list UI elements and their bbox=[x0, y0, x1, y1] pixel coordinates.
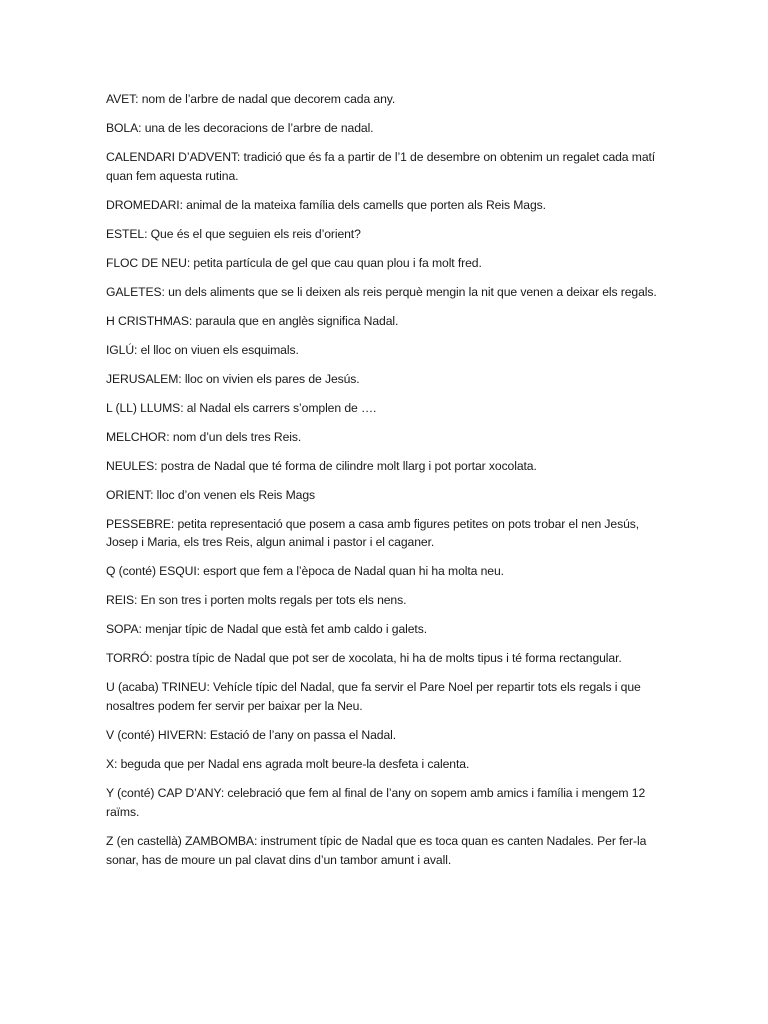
glossary-entry: TORRÓ: postra típic de Nadal que pot ser de xocolata, hi ha de molts tipus i té forma rectangular. bbox=[106, 651, 622, 666]
glossary-entry: AVET: nom de l’arbre de nadal que decorem cada any. bbox=[106, 92, 396, 106]
glossary-entry: BOLA: una de les decoracions de l’arbre de nadal. bbox=[106, 120, 374, 135]
glossary-entry: SOPA: menjar típic de Nadal que està fet amb caldo i galets. bbox=[106, 622, 427, 637]
glossary-entry: ESTEL: Que és el que seguien els reis d’orient? bbox=[106, 226, 361, 241]
glossary-entry: CALENDARI D’ADVENT: tradició que és fa a partir de l’1 de desembre on obtenim un regalet cada matí quan fem aquesta rutina. bbox=[106, 149, 656, 183]
glossary-entry: Q (conté) ESQUI: esport que fem a l’època de Nadal quan hi ha molta neu. bbox=[106, 564, 504, 579]
glossary-entry: REIS: En son tres i porten molts regals per tots els nens. bbox=[106, 593, 407, 608]
glossary-entry: H CRISTHMAS: paraula que en anglès significa Nadal. bbox=[106, 313, 399, 328]
glossary-entry: JERUSALEM: lloc on vivien els pares de Jesús. bbox=[106, 371, 360, 386]
glossary-entry: GALETES: un dels aliments que se li deixen als reis perquè mengin la nit que venen a deixar els regals. bbox=[106, 284, 657, 299]
glossary-entry: FLOC DE NEU: petita partícula de gel que cau quan plou i fa molt fred. bbox=[106, 255, 482, 270]
glossary-entry: U (acaba) TRINEU: Vehícle típic del Nadal, que fa servir el Pare Noel per repartir tots els regals i que nosaltres podem fer servir per baixar per la Neu. bbox=[106, 680, 641, 714]
glossary-entry: PESSEBRE: petita representació que posem a casa amb figures petites on pots trobar el nen Jesús, Josep i Maria, els tres Reis, algun animal i pastor i el caganer. bbox=[106, 516, 640, 550]
glossary-entry: NEULES: postra de Nadal que té forma de cilindre molt llarg i pot portar xocolata. bbox=[106, 458, 537, 473]
glossary-entry: X: beguda que per Nadal ens agrada molt beure-la desfeta i calenta. bbox=[106, 757, 470, 772]
glossary-entry: V (conté) HIVERN: Estació de l’any on passa el Nadal. bbox=[106, 728, 397, 743]
glossary-entry: MELCHOR: nom d’un dels tres Reis. bbox=[106, 429, 302, 444]
glossary-entry: L (LL) LLUMS: al Nadal els carrers s’omplen de …. bbox=[106, 400, 377, 415]
glossary-entry: IGLÚ: el lloc on viuen els esquimals. bbox=[106, 342, 299, 357]
glossary-entry: ORIENT: lloc d’on venen els Reis Mags bbox=[106, 487, 315, 502]
glossary-entry: DROMEDARI: animal de la mateixa família dels camells que porten als Reis Mags. bbox=[106, 197, 546, 212]
glossary-entry: Y (conté) CAP D’ANY: celebració que fem al final de l’any on sopem amb amics i família i mengem 12 raïms. bbox=[106, 786, 646, 819]
document-page bbox=[106, 90, 666, 880]
glossary-entry: Z (en castellà) ZAMBOMBA: instrument típic de Nadal que es toca quan es canten Nadales. Per fer-la sonar, has de moure un pal clavat dins d’un tambor amunt i avall. bbox=[106, 833, 647, 867]
